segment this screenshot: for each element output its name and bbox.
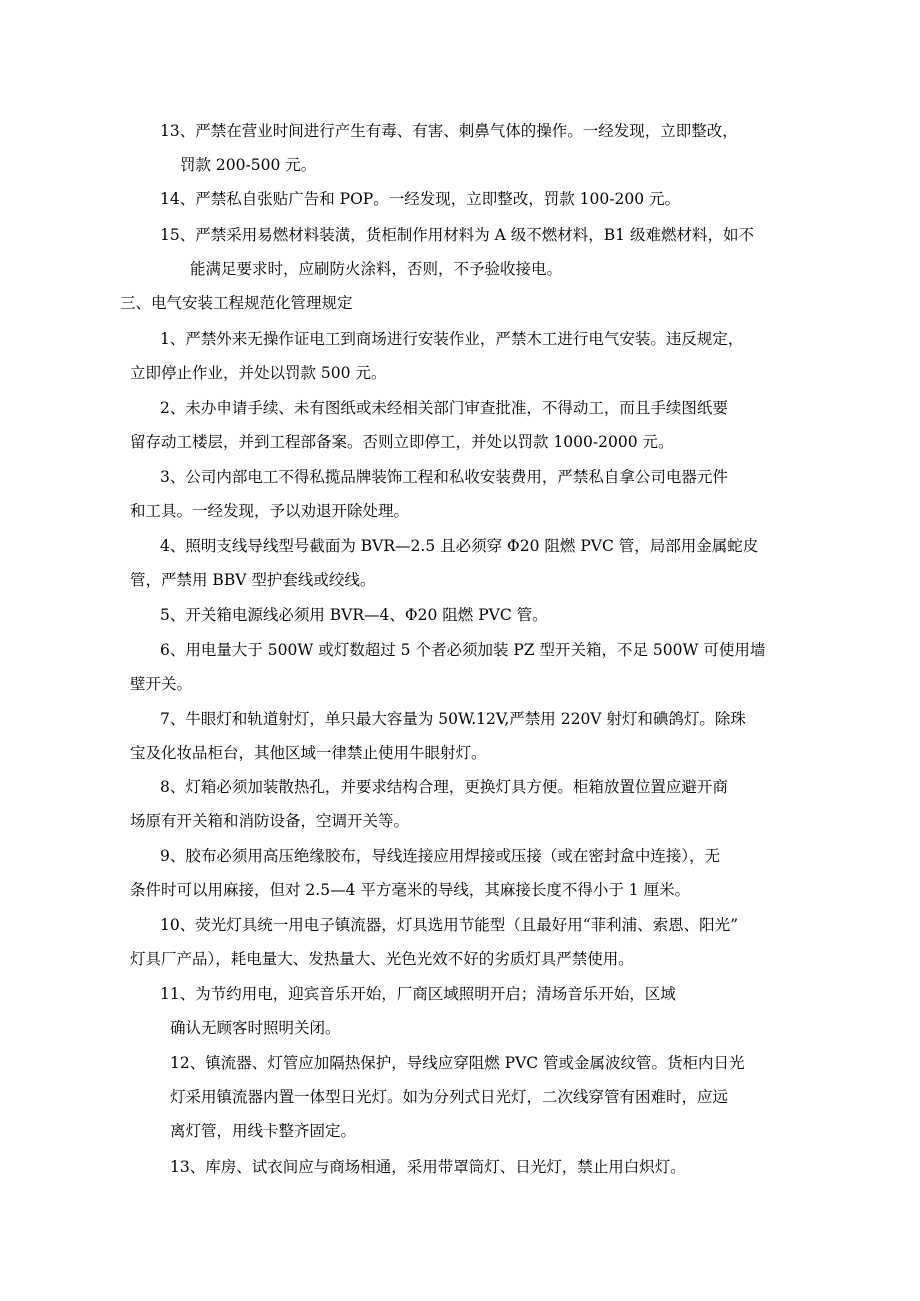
rule-14: 14、严禁私自张贴广告和 POP。一经发现，立即整改，罚款 100-200 元。 — [160, 190, 680, 208]
section-heading-3: 三、电气安装工程规范化管理规定 — [120, 294, 353, 312]
elec-rule-3-line-2: 和工具。一经发现，予以劝退开除处理。 — [130, 502, 410, 520]
elec-rule-12-line-1: 12、镇流器、灯管应加隔热保护，导线应穿阻燃 PVC 管或金属波纹管。货柜内日光 — [170, 1054, 745, 1072]
elec-rule-2-line-1: 2、未办申请手续、未有图纸或未经相关部门审查批准，不得动工，而且手续图纸要 — [160, 399, 728, 417]
elec-rule-12-line-2: 灯采用镇流器内置一体型日光灯。如为分列式日光灯，二次线穿管有困难时，应远 — [170, 1088, 729, 1106]
elec-rule-7-line-1: 7、牛眼灯和轨道射灯，单只最大容量为 50W.12V,严禁用 220V 射灯和碘鸽灯。除珠 — [160, 710, 746, 728]
elec-rule-1-line-1: 1、严禁外来无操作证电工到商场进行安装作业，严禁木工进行电气安装。违反规定， — [160, 330, 744, 348]
elec-rule-11-line-2: 确认无顾客时照明关闭。 — [170, 1019, 341, 1037]
elec-rule-2-line-2: 留存动工楼层，并到工程部备案。否则立即停工，并处以罚款 1000-2000 元。 — [130, 433, 674, 451]
elec-rule-12-line-3: 离灯管，用线卡整齐固定。 — [170, 1122, 357, 1140]
elec-rule-11-line-1: 11、为节约用电，迎宾音乐开始，厂商区域照明开启；清场音乐开始，区域 — [160, 985, 676, 1003]
elec-rule-1-line-2: 立即停止作业，并处以罚款 500 元。 — [130, 364, 387, 382]
elec-rule-9-line-1: 9、胶布必须用高压绝缘胶布，导线连接应用焊接或压接（或在密封盒中连接），无 — [160, 847, 721, 865]
elec-rule-5: 5、开关箱电源线必须用 BVR—4、Φ20 阻燃 PVC 管。 — [160, 606, 548, 624]
rule-15-line-1: 15、严禁采用易燃材料装潢，货柜制作用材料为 A 级不燃材料，B1 级难燃材料，如不 — [160, 226, 754, 244]
elec-rule-8-line-1: 8、灯箱必须加装散热孔，并要求结构合理，更换灯具方便。柜箱放置位置应避开商 — [160, 778, 728, 796]
elec-rule-6-line-2: 壁开关。 — [130, 675, 193, 693]
elec-rule-7-line-2: 宝及化妆品柜台，其他区域一律禁止使用牛眼射灯。 — [130, 744, 487, 762]
rule-13-line-1: 13、严禁在营业时间进行产生有毒、有害、刺鼻气体的操作。一经发现，立即整改， — [160, 122, 738, 140]
elec-rule-10-line-2: 灯具厂产品），耗电量大、发热量大、光色光效不好的劣质灯具严禁使用。 — [130, 950, 634, 968]
elec-rule-8-line-2: 场原有开关箱和消防设备，空调开关等。 — [130, 812, 410, 830]
elec-rule-6-line-1: 6、用电量大于 500W 或灯数超过 5 个者必须加装 PZ 型开关箱，不足 500W 可使用墙 — [160, 641, 766, 659]
elec-rule-9-line-2: 条件时可以用麻接，但对 2.5—4 平方毫米的导线，其麻接长度不得小于 1 厘米。 — [130, 881, 691, 899]
rule-15-line-2: 能满足要求时，应刷防火涂料，否则，不予验收接电。 — [190, 260, 563, 278]
elec-rule-13: 13、库房、试衣间应与商场相通，采用带罩筒灯、日光灯，禁止用白炽灯。 — [170, 1158, 686, 1176]
elec-rule-10-line-1: 10、荧光灯具统一用电子镇流器，灯具选用节能型（且最好用“菲利浦、索恩、阳光” — [160, 916, 739, 934]
elec-rule-4-line-1: 4、照明支线导线型号截面为 BVR—2.5 且必须穿 Φ20 阻燃 PVC 管，局部用金属蛇皮 — [160, 537, 759, 555]
rule-13-line-2: 罚款 200-500 元。 — [180, 156, 317, 174]
elec-rule-4-line-2: 管，严禁用 BBV 型护套线或绞线。 — [130, 571, 376, 589]
elec-rule-3-line-1: 3、公司内部电工不得私揽品牌装饰工程和私收安装费用，严禁私自拿公司电器元件 — [160, 468, 728, 486]
